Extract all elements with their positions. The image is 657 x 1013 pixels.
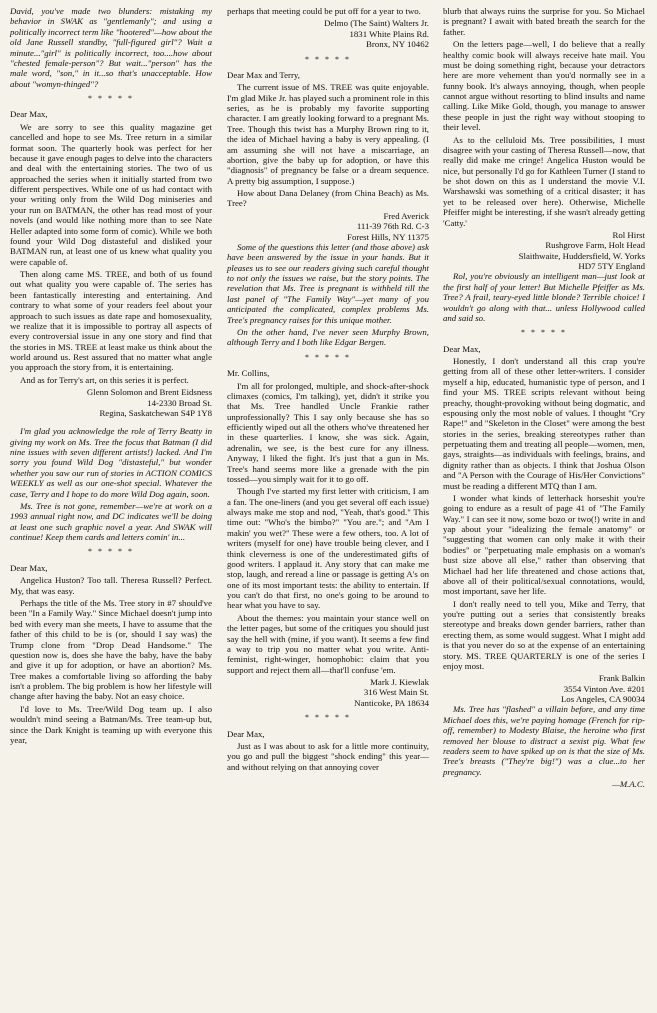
letter-greeting: Dear Max, <box>443 343 481 354</box>
letter-signature-name: Rol Hirst <box>612 229 645 240</box>
editor-reply: On the other hand, I've never seen Murphy Brown, although Terry and I both like Edgar Bergen. <box>227 326 429 348</box>
column-middle <box>227 6 429 774</box>
letter-signature-city: Bronx, NY 10462 <box>366 39 429 50</box>
letter-paragraph: I don't really need to tell you, Mike and Terry, that you're putting out a series that consistently breaks stereotype and breaks down gender barriers, rather than erecting them, as some would suggest. What I might add is that you never do so at the expense of an entertaining story. MS. TREE QUARTERLY is one of the series I enjoy most. <box>443 598 645 671</box>
letter-signature-address: 3554 Vinton Ave. #201 <box>563 683 645 694</box>
editor-reply: Some of the questions this letter (and those above) ask have been answered by the issue in your hands. But it pleases us to see our readers giving such careful thought to not only the issues we raise, but the story points. The revelation that Ms. Tree is pregnant is withheld till the last panel of "The Family Way"—yet many of you anticipated the complicated, complex problems Ms. Tree's pregnancy raises for this unique mother. <box>227 241 429 325</box>
column-right <box>443 6 645 789</box>
letter-signature-city: Regina, Saskatchewan S4P 1Y8 <box>99 407 212 418</box>
letter-paragraph: I wonder what kinds of letterhack horseshit you're going to endure as a result of page 41 of "The Family Way." I can see it now, some bozo or two(!) write in and yap about your "idealizing the female anatomy" or "suggesting that women can only make it with their bodies" or "perpetuating male emphasis on a woman's bust size above all else," rather than observing that Michael had her life threatened and chose actions that, above all of their political/sexual connotations, would, most important, save her life. <box>443 492 645 597</box>
letter-paragraph: Angelica Huston? Too tall. Theresa Russell? Perfect. My, that was easy. <box>10 575 212 596</box>
separator-stars: * * * * * <box>88 94 134 103</box>
letter-paragraph: On the letters page—well, I do believe that a really healthy comic book will always receive hate mail. You must be doing something right, because your detractors here are more vehement than you'd normally see in a funny book. It's always annoying, though, when people cannot argue without resorting to blind insults and name calling. Like Mike Gold, though, you manage to answer these people in just the right way without stooping to their level. <box>443 39 645 133</box>
letter-signature-address: 111-39 76th Rd. C-3 <box>356 221 429 232</box>
separator-stars: * * * * * <box>305 713 351 723</box>
letter-signature-name: Mark J. Kiewlak <box>370 677 429 687</box>
editor-reply: Ms. Tree is not gone, remember—we're at work on a 1993 annual right now, and DC indicates we'll be doing at least one such graphic novel a year. And SWAK will continue! Keep them cards and letters comin' in... <box>10 500 212 543</box>
letter-paragraph: I'd love to Ms. Tree/Wild Dog team up. I also wouldn't mind seeing a Batman/Ms. Tree team-up but, since the Dark Knight is teaming up with everyone this year, <box>10 703 212 745</box>
letter-signature-address: 14-2330 Broad St. <box>147 397 212 408</box>
letter-paragraph: As to the celluloid Ms. Tree possibilities, I must disagree with your casting of Theresa Russell—now, that really did make me cringe! Angelica Huston would be nice, but personally I'd go for Kathleen Turner (I stand to be shot down on this as I understand the movie V.I. Warshawski was something of a critical disaster; it has yet to be released over here). Otherwise, Michelle Pfeiffer might be interesting, if she wasn't already getting 'Catty.' <box>443 134 645 228</box>
separator-stars: * * * * * <box>305 352 351 362</box>
letter-signature-postcode: HD7 5TY England <box>578 261 645 271</box>
letter-greeting: Dear Max, <box>10 562 48 573</box>
letter-paragraph: About the themes: you maintain your stance well on the letter pages, but some of the critiques you should just say the hell with (mine, if you want). It seems a few find a way to trip you no matter what you write. Anti-feminist, right-winger, homophobic: claim that you support and reject them all—that'll confuse 'em. <box>227 612 429 675</box>
letter-signature-address: Rushgrove Farm, Holt Head <box>545 240 645 251</box>
letter-paragraph: How about Dana Delaney (from China Beach) as Ms. Tree? <box>227 188 429 209</box>
editor-initials: —M.A.C. <box>612 779 645 790</box>
column-left <box>10 6 212 747</box>
letter-greeting: Mr. Collins, <box>227 368 270 379</box>
letter-signature-name: Delmo (The Saint) Walters Jr. <box>324 18 429 29</box>
letter-signature-city: Los Angeles, CA 90034 <box>560 694 645 705</box>
letter-signature-city: Nanticoke, PA 18634 <box>354 697 429 708</box>
letter-paragraph: Then along came MS. TREE, and both of us found out what quality you were capable of. The series has been fantastically interesting and entertaining. And contrary to what some of your readers feel about your approach to such issues as date rape and homosexuality, we realize that it is impossible to portray all aspects of every controversial issue in any one story and find that the stories in MS. TREE at least make us think about the world around us. Rest assured that no matter what angle you approach the story from, it is entertaining. <box>10 269 212 373</box>
editor-reply: Rol, you're obviously an intelligent man—just look at the first half of your letter! But Michelle Pfeiffer as Ms. Tree? A frail, teary-eyed little blonde? Terrible choice! I wouldn't go along with that... unless Hollywood called and said so. <box>443 271 645 323</box>
letter-signature-city: Slaithwaite, Huddersfield, W. Yorks <box>518 250 645 261</box>
letter-paragraph: perhaps that meeting could be put off for a year to two. <box>227 6 421 16</box>
letter-paragraph: Just as I was about to ask for a little more continuity, you go and pull the biggest "shock ending" this year—and without relying on that annoying cover <box>227 740 429 772</box>
letter-paragraph: I'm all for prolonged, multiple, and shock-after-shock climaxes (comics, I'm talking), yet, didn't it strike you that Ms. Tree handled Uncle Frankie rather unprofessionally? This I say only because she has so efficiently wiped out all the others who've threatened her in these quarterlies. I know, she was sick. Again, adrenalin, we see, is the best cure for any illness. Anyway, I liked the fight. It's just that a gun in Ms. Tree's hand seems more like a grenade with the pin tossed—you simply wait for it to go off. <box>227 380 429 484</box>
letter-paragraph: Perhaps the title of the Ms. Tree story in #7 should've been "In a Family Way." Since Michael doesn't jump into bed with every man she meets, I have to assume that the father of this child to be is (or, should I say was) the Trump clone from "Drop Dead Handsome." The question now is, does she have the baby, have the baby and give it up for adoption, or have an abortion? Ms. Tree makes a comfortable living so affording the baby isn't a problem. The big problem is how her lifestyle will change after having the baby. Not an easy choice. <box>10 598 212 702</box>
letter-paragraph: The current issue of MS. TREE was quite enjoyable. I'm glad Mike Jr. has played such a prominent role in this series, as he is probably my favorite supporting character. I am greatly looking forward to a pregnant Ms. Tree. Though this twist has a Murphy Brown ring to it, the idea of Michael having a baby is very appealing. (I am assuming she will not have a miscarriage, an abortion, give the baby up for adoption, or have this "diagnosis" of pregnancy be false or a dream sequence. A pretty big assumption, I suppose.) <box>227 82 429 186</box>
editor-reply: I'm glad you acknowledge the role of Terry Beatty in giving my work on Ms. Tree the focus that Batman (I did nine issues with seven different artists!) lacked. And I'm sorry you found Wild Dog "distasteful," but wonder whether you saw our run of stories in ACTION COMICS WEEKLY as well as our one-shot special. Whatever the case, Terry and I hope to do more Wild Dog again, soon. <box>10 426 212 499</box>
separator-stars: * * * * * <box>521 328 567 338</box>
separator-stars: * * * * * <box>305 54 351 64</box>
letter-paragraph: Honestly, I don't understand all this crap you're getting from all of these other letter-writers. I consider myself a hip, educated, humanistic type of person, and I find your MS. TREE scripts relevant without being preachy, thought-provoking without being dogmatic, and espousing only the most noble of values. I thought "Cry Rape!" and "Skeleton in the Closet" were among the best stories in the series, breaking stereotypes rather than perpetuating them and treating all people—women, men, gays, straights—as individuals with feelings, brains, and dignity rather than as objects. I think that Joshua Olson and "A Person with the Courage of His/Her Convictions" must be reading a different MTQ than I am. <box>443 356 645 491</box>
letter-signature-address: 1831 White Plains Rd. <box>349 28 429 39</box>
editor-reply: Ms. Tree has "flashed" a villain before, and any time Michael does this, we're paying homage (French for rip-off, remember) to Modesty Blaise, the heroine who first removed her blouse to distract a sexist pig. What few readers seem to have spiked up on is that the size of Ms. Tree's breasts ("They're big!") was a clue...to her pregnancy. <box>443 704 645 777</box>
letter-paragraph: We are sorry to see this quality magazine get cancelled and hope to see Ms. Tree return in a similar format soon. The quarterly book was perfect for her because it gave enough pages to delve into the characters and deal with the entertaining stories. The two of us approached the series when it initially started from two different perspectives. While one of us had contact with your writing only from the Wild Dog miniseries and your run on BATMAN, the other has read most of your novels (and would like nothing more than to see Nate Heller adapted into some form of comic). While we both found your Wild Dog distasteful and disliked your BATMAN run, at least one of us knew what quality you were capable of. <box>10 121 212 267</box>
letter-signature-name: Glenn Solomon and Brent Eidsness <box>86 387 212 398</box>
letter-paragraph: blurb that always ruins the surprise for you. So Michael is pregnant? I await with bated breath the search for the father. <box>443 6 645 37</box>
letter-greeting: Dear Max, <box>227 728 265 739</box>
letter-paragraph: And as for Terry's art, on this series it is perfect. <box>20 374 189 385</box>
letter-signature-address: 316 West Main St. <box>363 687 429 698</box>
editor-reply: David, you've made two blunders: mistaking my behavior in SWAK as "gentlemanly"; and using a politically incorrect term like "hootered"—how about the old Jane Russell standby, "full-figured girl"? Wait a minute..."girl" is politically incorrect, too....how about "chested female-person"? But wait..."person" has the male word, "son," in it...so that's unacceptable. How about "womyn-thinged"? <box>10 6 212 89</box>
letter-greeting: Dear Max, <box>10 109 48 120</box>
letter-signature-name: Frank Balkin <box>598 673 645 684</box>
letter-signature-name: Fred Averick <box>383 210 429 221</box>
letter-paragraph: Though I've started my first letter with criticism, I am a fan. The one-liners (and you get several off each issue) always make me stop and nod, "Yeah, that's good." This time out: "Who's the bimbo?" "You are."; and "Am I makin' you wet?" These were a few others, too. A lot of writers (myself for one) have trouble being clever, and I think cleverness is one of the underestimated gifts of good writers. I applaud it. Any story that can make me stop, laugh, and reread a line or passage is getting A's on one of its most important tests: the ability to entertain. If you can't do that first, no one's going to be around to hear what you have to say. <box>227 486 429 611</box>
separator-stars: * * * * * <box>88 547 134 557</box>
letter-greeting: Dear Max and Terry, <box>227 69 300 80</box>
letter-signature-city: Forest Hills, NY 11375 <box>347 231 429 242</box>
